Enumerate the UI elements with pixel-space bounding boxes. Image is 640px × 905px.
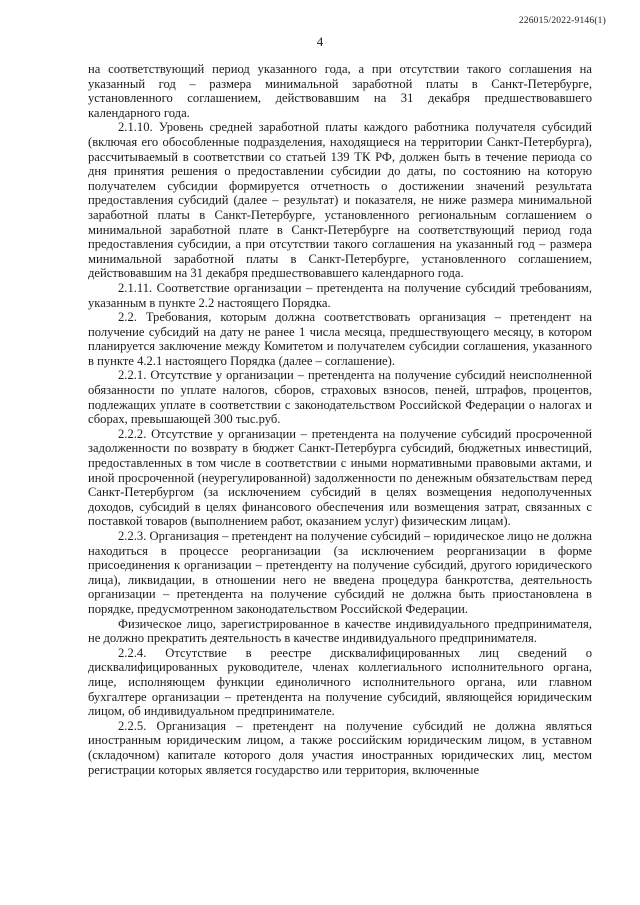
- paragraph-2-2-3: 2.2.3. Организация – претендент на получение субсидий – юридическое лицо не должна находиться в процессе реорганизации (за исключением реорганизации в форме присоединения к организации – претенденту на получение субсидий, другого юридического лица), ликвидации, в отношении него не введена процедура банкротства, деятельность организации – претендента на получение субсидий не должна быть приостановлена в порядке, предусмотренном законодательством Российской Федерации.: [88, 529, 592, 616]
- paragraph-2-2-1: 2.2.1. Отсутствие у организации – претендента на получение субсидий неисполненной обязанности по уплате налогов, сборов, страховых взносов, пеней, штрафов, процентов, подлежащих уплате в соответствии с законодательством Российской Федерации о налогах и сборах, превышающей 300 тыс.руб.: [88, 368, 592, 427]
- paragraph-2-1-11: 2.1.11. Соответствие организации – претендента на получение субсидий требованиям, указанным в пункте 2.2 настоящего Порядка.: [88, 280, 592, 310]
- page-number: 4: [316, 34, 324, 49]
- paragraph-2-2-5: 2.2.5. Организация – претендент на получение субсидий не должна являться иностранным юридическим лицом, а также российским юридическим лицом, в уставном (складочном) капитале которого доля участия иностранных юридических лиц, местом регистрации которых является государство или территория, включенные: [88, 718, 592, 777]
- document-registration-number: 226015/2022-9146(1): [518, 16, 606, 26]
- paragraph-2-1-10: 2.1.10. Уровень средней заработной платы каждого работника получателя субсидий (включая его обособленные подразделения, находящиеся на территории Санкт-Петербурга), рассчитываемый в соответствии со статьей 139 ТК РФ, должен быть в течение периода со дня принятия решения о предоставлении субсидии до даты, по состоянию на которую получателем субсидии формируется отчетность о достижении значений результата предоставления субсидий (далее – результат) и показателя, не ниже размера минимальной заработной платы в Санкт-Петербурге, установленного региональным соглашением о минимальной заработной плате в Санкт-Петербурге на соответствующий период года предоставления субсидии, а при отсутствии такого соглашения на указанный год – размера минимальной заработной платы в Санкт-Петербурге, установленного соглашением, действовавшим на 31 декабря предшествовавшего календарного года.: [88, 120, 592, 281]
- paragraph-2-2-2: 2.2.2. Отсутствие у организации – претендента на получение субсидий просроченной задолженности по возврату в бюджет Санкт-Петербурга субсидий, бюджетных инвестиций, предоставленных в том числе в соответствии с иными нормативными правовыми актами, и иной просроченной (неурегулированной) задолженности по денежным обязательствам перед Санкт-Петербургом (за исключением субсидий в целях возмещения недополученных доходов, субсидий в целях финансового обеспечения или возмещения затрат, связанных с поставкой товаров (выполнением работ, оказанием услуг) физическим лицам).: [88, 426, 592, 529]
- paragraph-2-2-4: 2.2.4. Отсутствие в реестре дисквалифицированных лиц сведений о дисквалифицированных руководителе, членах коллегиального исполнительного органа, лице, исполняющем функции единоличного исполнительного органа, или главном бухгалтере организации – претендента на получение субсидий, являющейся юридическим лицом, об индивидуальном предпринимателе.: [88, 645, 592, 719]
- paragraph-2-2: 2.2. Требования, которым должна соответствовать организация – претендент на получение субсидий на дату не ранее 1 числа месяца, предшествующего месяцу, в котором планируется заключение между Комитетом и получателем субсидии соглашения, указанного в пункте 4.2.1 настоящего Порядка (далее – соглашение).: [88, 310, 592, 368]
- paragraph-individual-entrepreneur: Физическое лицо, зарегистрированное в качестве индивидуального предпринимателя, не должно прекратить деятельность в качестве индивидуального предпринимателя.: [88, 616, 592, 646]
- document-body: [88, 62, 592, 777]
- paragraph-continuation: на соответствующий период указанного года, а при отсутствии такого соглашения на указанный год – размера минимальной заработной платы в Санкт-Петербурге, установленного соглашением, действовавшим на 31 декабря предшествовавшего календарного года.: [88, 62, 592, 120]
